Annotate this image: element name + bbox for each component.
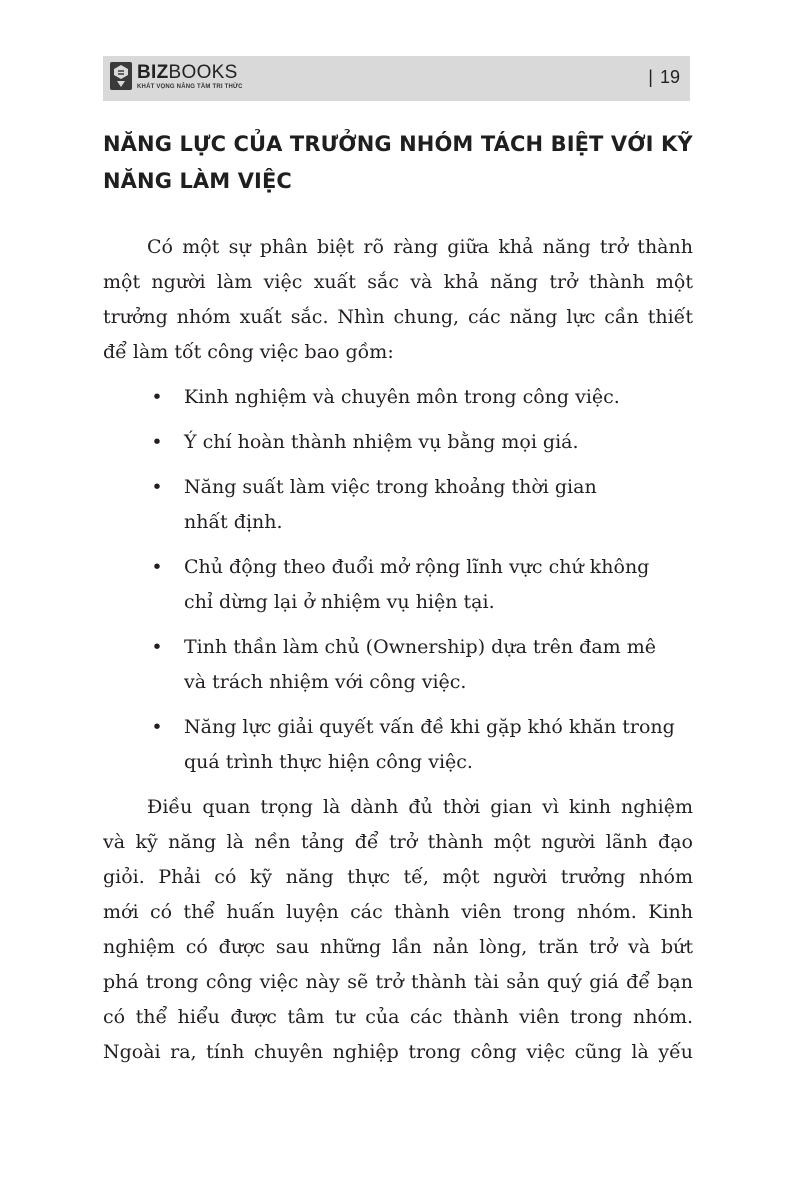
- paragraph-line: Ngoài ra, tính chuyên nghiệp trong công việc cũng là yếu: [103, 1041, 693, 1063]
- page-number-value: 19: [659, 67, 680, 87]
- paragraph-line: trưởng nhóm xuất sắc. Nhìn chung, các năng lực cần thiết: [103, 306, 693, 328]
- paragraph-line: Điều quan trọng là dành đủ thời gian vì kinh nghiệm: [147, 796, 693, 818]
- body-text: [103, 230, 693, 1070]
- list-item-line: và trách nhiệm với công việc.: [184, 671, 467, 693]
- brand-tagline: KHÁT VỌNG NÂNG TẦM TRI THỨC: [137, 83, 243, 90]
- bullet-icon: •: [151, 636, 163, 658]
- brand-name: BIZBOOKS: [137, 61, 238, 83]
- list-item-line: chỉ dừng lại ở nhiệm vụ hiện tại.: [184, 591, 495, 613]
- list-item-line: Tinh thần làm chủ (Ownership) dựa trên đam mê: [184, 636, 656, 658]
- list-item-line: Năng lực giải quyết vấn đề khi gặp khó khăn trong: [184, 716, 675, 738]
- list-item-line: Năng suất làm việc trong khoảng thời gian: [184, 476, 597, 498]
- page-separator: |: [648, 67, 653, 87]
- publisher-logo: [109, 61, 243, 91]
- paragraph-line: có thể hiểu được tâm tư của các thành viên trong nhóm.: [103, 1006, 693, 1028]
- bullet-icon: •: [151, 431, 163, 453]
- list-item: [103, 630, 693, 700]
- list-item: [103, 425, 693, 460]
- bullet-icon: •: [151, 716, 163, 738]
- paragraph-line: mới có thể huấn luyện các thành viên trong nhóm. Kinh: [103, 901, 693, 923]
- list-item: [103, 380, 693, 415]
- paragraph-line: nghiệm có được sau những lần nản lòng, trăn trở và bứt: [103, 936, 693, 958]
- paragraph-intro: [103, 230, 693, 370]
- heading-line: NĂNG LỰC CỦA TRƯỞNG NHÓM TÁCH BIỆT VỚI KỸ: [103, 132, 693, 156]
- heading-line: NĂNG LÀM VIỆC: [103, 169, 292, 193]
- list-item-line: Kinh nghiệm và chuyên môn trong công việc.: [184, 386, 620, 408]
- bullet-icon: •: [151, 386, 163, 408]
- bullet-icon: •: [151, 556, 163, 578]
- page-number: [648, 67, 680, 88]
- paragraph-line: và kỹ năng là nền tảng để trở thành một người lãnh đạo: [103, 831, 693, 853]
- section-heading: [103, 126, 703, 200]
- logo-emblem-icon: [109, 61, 133, 91]
- paragraph-line: phá trong công việc này sẽ trở thành tài sản quý giá để bạn: [103, 971, 693, 993]
- bullet-icon: •: [151, 476, 163, 498]
- paragraph-line: để làm tốt công việc bao gồm:: [103, 341, 394, 363]
- list-item: [103, 550, 693, 620]
- paragraph-line: giỏi. Phải có kỹ năng thực tế, một người trưởng nhóm: [103, 866, 693, 888]
- paragraph-line: một người làm việc xuất sắc và khả năng trở thành một: [103, 271, 693, 293]
- paragraph-main: [103, 790, 693, 1070]
- paragraph-line: Có một sự phân biệt rõ ràng giữa khả năng trở thành: [147, 236, 693, 258]
- list-item-line: Ý chí hoàn thành nhiệm vụ bằng mọi giá.: [184, 431, 579, 453]
- competency-list: [103, 380, 693, 780]
- running-header: [103, 56, 690, 101]
- list-item-line: quá trình thực hiện công việc.: [184, 751, 473, 773]
- list-item-line: nhất định.: [184, 511, 283, 533]
- list-item: [103, 710, 693, 780]
- list-item: [103, 470, 693, 540]
- list-item-line: Chủ động theo đuổi mở rộng lĩnh vực chứ không: [184, 556, 650, 578]
